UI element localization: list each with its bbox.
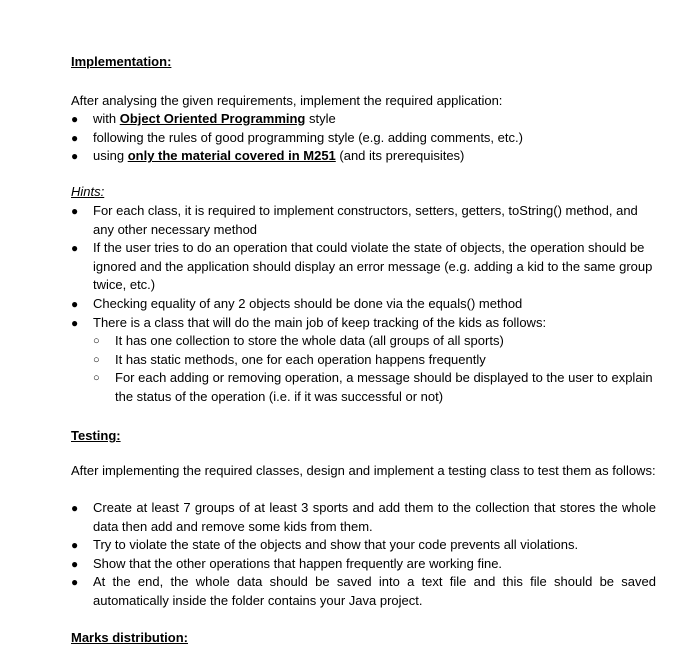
- implementation-item: [0, 147, 656, 166]
- implementation-heading: Implementation:: [71, 54, 172, 69]
- testing-list: [0, 499, 656, 611]
- hint-item: [0, 295, 656, 314]
- bullet-icon: ●: [71, 501, 79, 515]
- hint-sub-item: [93, 351, 656, 370]
- hint-sub-item: [93, 369, 656, 406]
- testing-item: [0, 499, 656, 536]
- testing-item: [0, 536, 656, 555]
- implementation-intro: After analysing the given requirements, implement the required application:: [71, 93, 503, 108]
- implementation-item-text: with: [93, 111, 120, 126]
- marks-distribution-heading: Marks distribution:: [71, 630, 189, 645]
- implementation-item: [0, 110, 656, 129]
- hint-item-text: For each class, it is required to implement constructors, setters, getters, toString() method, and any other necessary method: [93, 203, 638, 237]
- bullet-icon: ●: [71, 538, 79, 553]
- implementation-list: [0, 110, 656, 166]
- implementation-item: [0, 129, 656, 148]
- bullet-icon: ●: [71, 575, 79, 590]
- hints-heading: Hints:: [71, 184, 105, 199]
- testing-item-text: Show that the other operations that happen frequently are working fine.: [93, 555, 503, 571]
- hint-sub-item-text: It has one collection to store the whole data (all groups of all sports): [115, 333, 504, 349]
- circle-bullet-icon: ○: [93, 372, 100, 385]
- bullet-icon: ●: [71, 241, 79, 256]
- bullet-icon: ●: [71, 149, 79, 164]
- testing-item: [0, 573, 656, 610]
- testing-item-text: Create at least 7 groups of at least 3 sports and add them to the collection that stores the whole data then add and remove some kids from them.: [93, 500, 656, 534]
- hint-item: [0, 239, 656, 295]
- hint-sub-item: [93, 332, 656, 351]
- implementation-item-text: following the rules of good programming style (e.g. adding comments, etc.): [93, 129, 523, 145]
- implementation-item-emphasis: Object Oriented Programming: [119, 111, 306, 126]
- implementation-item-text: (and its prerequisites): [335, 148, 465, 164]
- hint-sub-item-text: It has static methods, one for each operation happens frequently: [115, 351, 486, 367]
- bullet-icon: ●: [71, 296, 79, 311]
- hint-item-text: If the user tries to do an operation that could violate the state of objects, the operation should be ignored and the application should display an error message (e.g. adding a kid to the same group twice, etc.): [93, 240, 653, 293]
- hint-item: [0, 314, 656, 407]
- hints-list: [0, 202, 656, 407]
- testing-item-text: Try to violate the state of the objects and show that your code prevents all violations.: [93, 537, 579, 553]
- testing-heading: Testing:: [71, 428, 121, 443]
- testing-intro: After implementing the required classes, design and implement a testing class to test them as follows:: [71, 463, 656, 478]
- testing-item: [0, 555, 656, 574]
- implementation-item-emphasis: only the material covered in M251: [127, 148, 336, 164]
- circle-bullet-icon: ○: [93, 353, 100, 366]
- bullet-icon: ●: [71, 112, 79, 126]
- hint-item-text: There is a class that will do the main job of keep tracking of the kids as follows:: [93, 314, 547, 330]
- implementation-item-text: using: [93, 148, 128, 164]
- hint-sub-item-text: For each adding or removing operation, a message should be displayed to the user to explain the status of the operation (i.e. if it was successful or not): [115, 370, 653, 404]
- hint-item-text: Checking equality of any 2 objects should be done via the equals() method: [93, 295, 523, 311]
- bullet-icon: ●: [71, 556, 79, 571]
- hint-sub-list: [93, 332, 656, 406]
- implementation-item-text: style: [305, 111, 336, 126]
- bullet-icon: ●: [71, 315, 79, 330]
- circle-bullet-icon: ○: [93, 335, 100, 348]
- testing-item-text: At the end, the whole data should be saved into a text file and this file should be saved automatically inside the folder contains your Java project.: [93, 574, 656, 608]
- bullet-icon: ●: [71, 204, 79, 218]
- hint-item: [0, 202, 656, 239]
- bullet-icon: ●: [71, 130, 79, 145]
